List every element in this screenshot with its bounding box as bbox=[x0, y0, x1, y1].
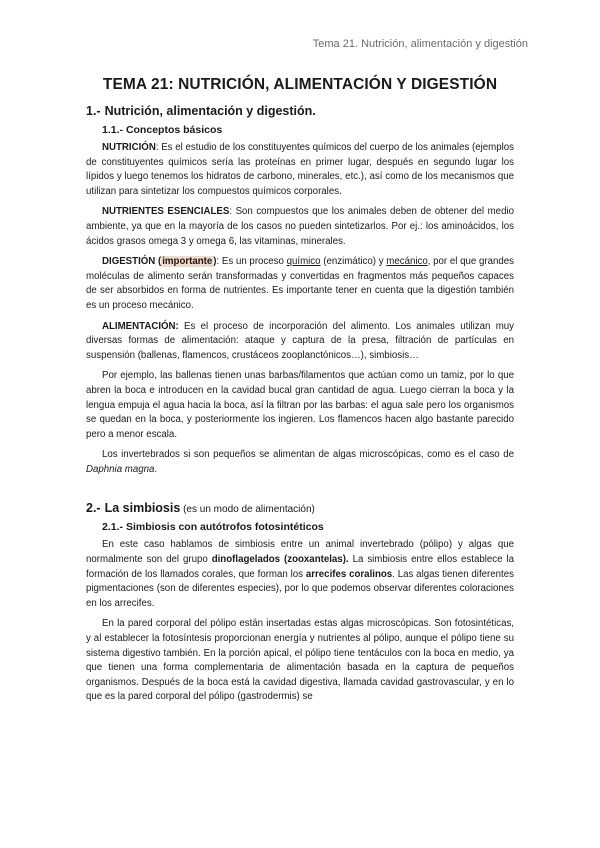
section-2-number: 2.- bbox=[86, 501, 101, 516]
highlight-importante: importante bbox=[162, 256, 213, 268]
page-title: TEMA 21: NUTRICIÓN, ALIMENTACIÓN Y DIGESTIÓN bbox=[102, 76, 498, 93]
text-nutricion: : Es el estudio de los constituyentes químicos del cuerpo de los animales (ejemplos de constituyentes químicos sería las proteínas en primer lugar, después en segundo lugar los lípidos y luego tenemos los hidratos de carbono, minerales, etc.), así como de los mecanismos que utilizan para sintetizar los compuestos químicos corporales. bbox=[86, 142, 514, 197]
section-2-note: (es un modo de alimentación) bbox=[180, 504, 315, 516]
section-1-number: 1.- bbox=[86, 104, 101, 118]
section-1-title: Nutrición, alimentación y digestión. bbox=[104, 104, 316, 118]
term-nutrientes: NUTRIENTES ESENCIALES bbox=[102, 206, 230, 218]
subsection-1-1-number: 1.1.- bbox=[102, 124, 124, 136]
species-name: Daphnia magna bbox=[86, 463, 155, 475]
text-invertebrados: Los invertebrados si son pequeños se alimentan de algas microscópicas, como es el caso de bbox=[102, 449, 514, 461]
text-nutrientes: : Son compuestos que los animales deben de obtener del medio ambiente, ya que en la mayoría de los casos no pueden sintetizarlos. Por ej.: los aminoácidos, los ácidos grasos omega 3 y omega 6, las vitaminas, minerales. bbox=[86, 206, 514, 247]
subsection-1-1-heading bbox=[102, 124, 514, 136]
section-2-heading bbox=[86, 501, 514, 515]
term-digestion-paren-open: ( bbox=[155, 256, 162, 268]
text-digestion-a: : Es un proceso bbox=[216, 256, 287, 268]
underlined-quimico: químico bbox=[286, 256, 321, 268]
text-digestion-b: (enzimático) y bbox=[320, 256, 387, 268]
paragraph-invertebrados bbox=[86, 448, 514, 477]
text-digestion-c: , por el que grandes moléculas de alimento serán transformadas y convertidas en fragmentos más pequeños capaces de ser absorbidos en forma de nutrientes. Es importante tener en cuenta que la digestión también es un proceso mecánico. bbox=[86, 256, 514, 311]
paragraph-ballenas: Por ejemplo, las ballenas tienen unas barbas/filamentos que actúan como un tamiz, por lo que abren la boca e introducen en la cavidad bucal gran cantidad de agua. Luego cierran la boca y la lengua empuja el agua hacia la boca, así la filtran por las barbas: el agua sale pero los organismos se quedan en la boca, y posteriormente los ingieren. Los flamencos hacen algo bastante parecido pero a menor escala. bbox=[86, 370, 514, 440]
term-digestion-word: DIGESTIÓN bbox=[102, 256, 156, 268]
paragraph-simbiosis-1 bbox=[86, 538, 514, 611]
running-header: Tema 21. Nutrición, alimentación y digestión bbox=[312, 38, 528, 50]
paragraph-digestion bbox=[86, 255, 514, 313]
paragraph-nutricion bbox=[86, 141, 514, 199]
section-1-heading bbox=[86, 104, 514, 118]
term-nutricion: NUTRICIÓN bbox=[102, 142, 156, 153]
text-simbiosis-c: La simbiosis entre ellos establece la formación de los llamados corales, que forman los bbox=[86, 554, 514, 580]
term-digestion bbox=[102, 256, 217, 267]
paragraph-simbiosis-2: En la pared corporal del pólipo están insertadas estas algas microscópicas. Son fotosintéticas, y al establecer la fotosíntesis proporcionan energía y nutrientes al pólipo, aunque el pólipo tiene su sistema digestivo también. En la porción apical, el pólipo tiene tentáculos con la boca en medio, ya que tienen una forma complementaria de alimentación basada en la captura de pequeños organismos. Después de la boca está la cavidad digestiva, llamada cavidad gastrovascular, y en lo que es la pared corporal del pólipo (gastrodermis) se bbox=[86, 618, 514, 703]
section-2-title: La simbiosis bbox=[104, 501, 181, 516]
term-digestion-paren-close: ) bbox=[213, 256, 217, 268]
text-simbiosis-a: En este caso hablamos de simbiosis entre un animal invertebrado (pólipo) y algas que normalmente son del grupo bbox=[86, 539, 514, 566]
subsection-2-1-heading bbox=[102, 521, 514, 533]
section-spacer bbox=[86, 483, 514, 501]
subsection-2-1-number: 2.1.- bbox=[102, 521, 124, 534]
paragraph-alimentacion bbox=[86, 320, 514, 364]
text-alimentacion: Es el proceso de incorporación del alimento. Los animales utilizan muy diversas formas de alimentación: ataque y captura de la presa, filtración de partículas en suspensión (ballenas, flamencos, crustáceos zooplanctónicos…), simbiosis… bbox=[86, 320, 514, 361]
subsection-2-1-title: Simbiosis con autótrofos fotosintéticos bbox=[125, 521, 324, 534]
paragraph-nutrientes bbox=[86, 205, 514, 249]
document-body bbox=[86, 76, 514, 711]
term-alimentacion: ALIMENTACIÓN: bbox=[102, 320, 179, 332]
text-invertebrados-end: . bbox=[154, 463, 158, 475]
subsection-1-1-title: Conceptos básicos bbox=[125, 124, 223, 136]
underlined-mecanico: mecánico bbox=[386, 256, 428, 268]
term-dinoflagelados: dinoflagelados (zooxantelas). bbox=[211, 554, 349, 566]
text-simbiosis-d: . Las algas tienen diferentes pigmentaciones (son de diferentes especies), por lo que podemos observar diferentes coloraciones en los arrecifes. bbox=[86, 568, 514, 609]
term-arrecifes: arrecifes coralinos bbox=[305, 568, 393, 580]
